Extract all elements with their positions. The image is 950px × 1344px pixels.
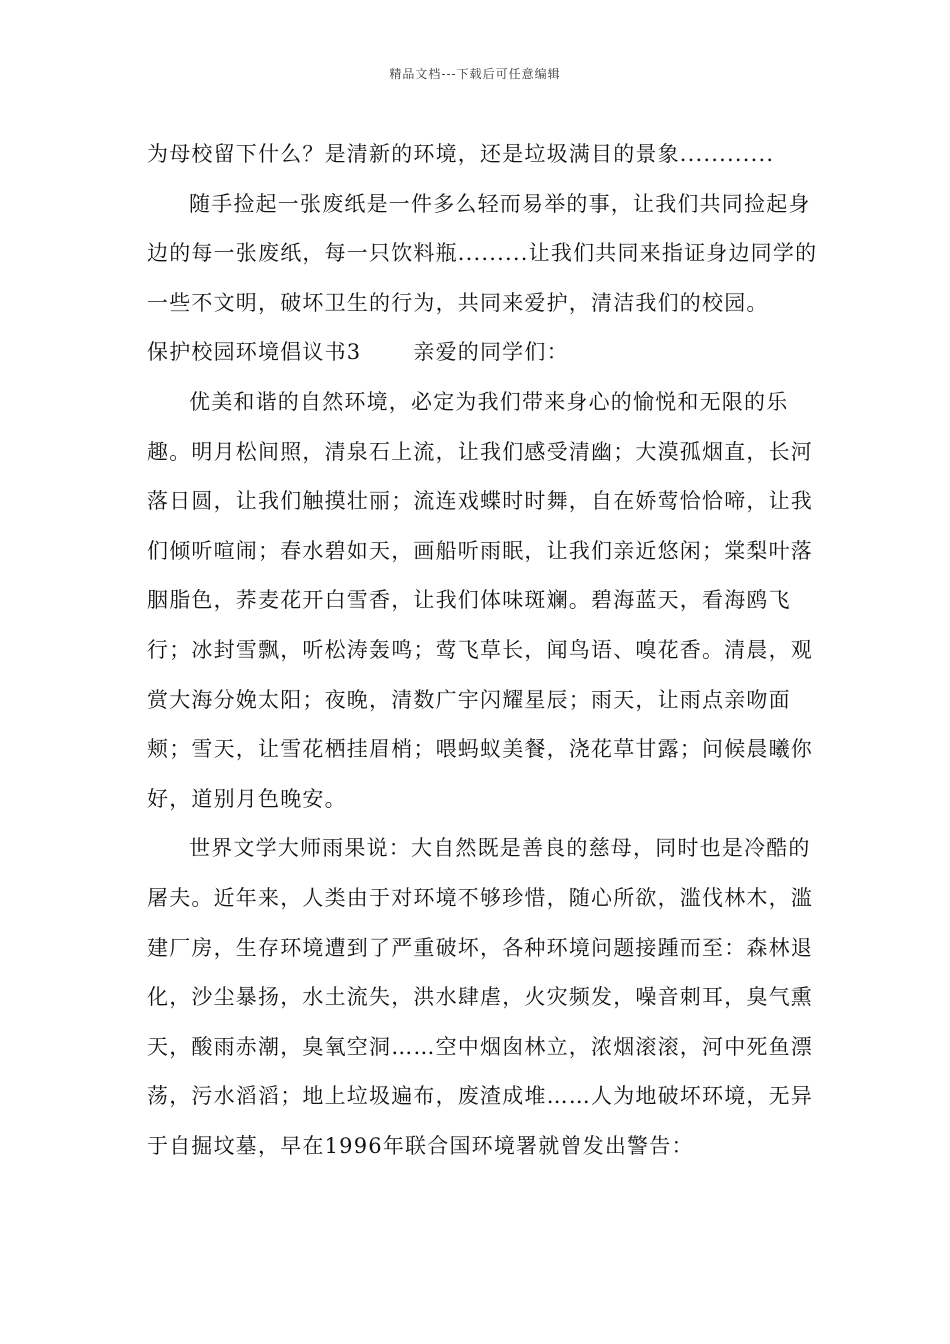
paragraph-1: 为母校留下什么？是清新的环境，还是垃圾满目的景象............	[147, 142, 775, 166]
document-body	[147, 130, 827, 1171]
paragraph-3: 优美和谐的自然环境，必定为我们带来身心的愉悦和无限的乐趣。明月松间照，清泉石上流，让我们感受清幽；大漠孤烟直，长河落日圆，让我们触摸壮丽；流连戏蝶时时舞，自在娇莺恰恰啼，让我们倾听喧闹；春水碧如天，画船听雨眠，让我们亲近悠闲；棠梨叶落胭脂色，荞麦花开白雪香，让我们体味斑斓。碧海蓝天，看海鸥飞行；冰封雪飘，听松涛轰鸣；莺飞草长，闻鸟语、嗅花香。清晨，观赏大海分娩太阳；夜晚，清数广宇闪耀星辰；雨天，让雨点亲吻面颊；雪天，让雪花栖挂眉梢；喂蚂蚁美餐，浇花草甘露；问候晨曦你好，道别月色晚安。	[147, 389, 813, 811]
salutation: 亲爱的同学们：	[413, 340, 569, 365]
title-line	[147, 328, 827, 378]
paragraph-2: 随手捡起一张废纸是一件多么轻而易举的事，让我们共同捡起身边的每一张废纸，每一只饮料瓶.........让我们共同来指证身边同学的一些不文明，破坏卫生的行为，共同来爱护，清洁我们的校园。	[147, 191, 818, 315]
paragraph-4: 世界文学大师雨果说：大自然既是善良的慈母，同时也是冷酷的屠夫。近年来，人类由于对环境不够珍惜，随心所欲，滥伐林木，滥建厂房，生存环境遭到了严重破坏，各种环境问题接踵而至：森林退化，沙尘暴扬，水土流失，洪水肆虐，火灾频发，噪音刺耳，臭气熏天，酸雨赤潮，臭氧空洞……空中烟囱林立，浓烟滚滚，河中死鱼漂荡，污水滔滔；地上垃圾遍布，废渣成堆……人为地破坏环境，无异于自掘坟墓，早在1996年联合国环境署就曾发出警告：	[147, 836, 813, 1158]
section-title: 保护校园环境倡议书3	[147, 340, 362, 365]
page-header: 精品文档---下载后可任意编辑	[389, 67, 561, 81]
